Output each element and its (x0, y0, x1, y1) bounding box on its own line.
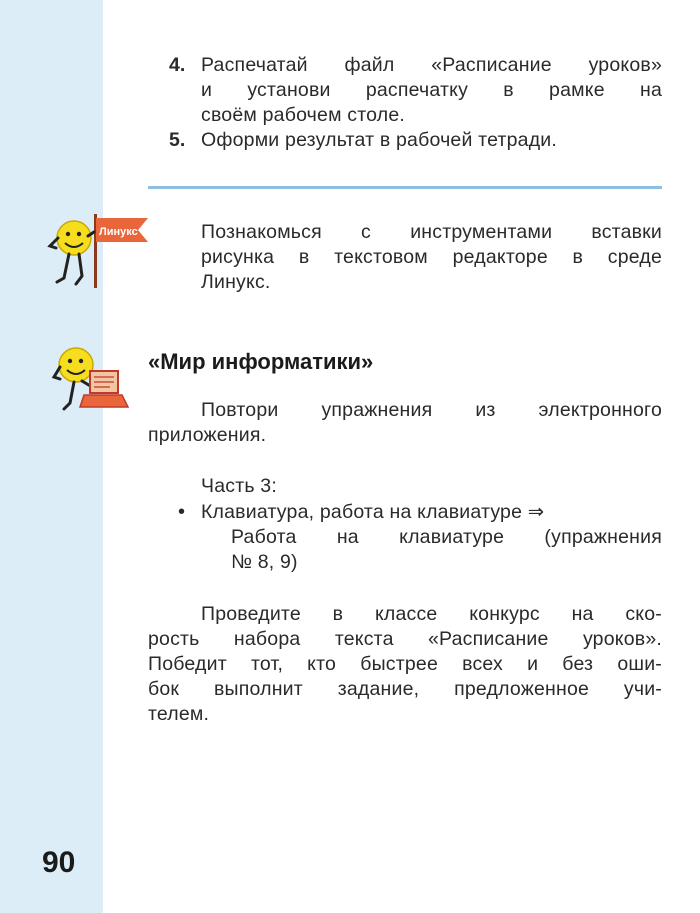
intro-line-2: приложения. (148, 424, 267, 446)
bullet-line-2: Работа на клавиатуре (упражнения (231, 526, 662, 548)
intro-text (148, 398, 662, 448)
intro-line-1: Повтори упражнения из электронного (201, 399, 662, 421)
linux-mascot-icon (44, 208, 154, 294)
step-5-text (201, 128, 662, 153)
page-margin-strip (0, 0, 103, 913)
bullet-text (201, 500, 662, 575)
linux-line-2: рисунка в текстовом редакторе в среде (201, 246, 662, 268)
bullet-marker: • (178, 501, 186, 523)
step-4-line-1: Распечатай файл «Расписание уроков» (201, 54, 662, 76)
flag-label: Линукс (99, 226, 138, 238)
step-5-number: 5. (169, 129, 186, 151)
contest-line-5: телем. (148, 703, 210, 725)
step-4-line-2: и установи распечатку в рамке на (201, 79, 662, 101)
step-5-line-1: Оформи результат в рабочей тетради. (201, 129, 558, 151)
contest-line-1: Проведите в классе конкурс на ско- (201, 603, 662, 625)
bullet-line-1: Клавиатура, работа на клавиатуре ⇒ (201, 501, 545, 523)
linux-task-text (201, 220, 662, 295)
contest-line-2: рость набора текста «Расписание уроков». (148, 628, 662, 650)
linux-line-1: Познакомься с инструментами вставки (201, 221, 662, 243)
contest-line-4: бок выполнит задание, предложенное учи- (148, 678, 662, 700)
section-divider (148, 186, 662, 189)
computer-mascot-icon (50, 345, 130, 421)
contest-text (148, 602, 662, 727)
step-4-text (201, 53, 662, 128)
step-4-number: 4. (169, 54, 186, 76)
step-4-line-3: своём рабочем столе. (201, 104, 406, 126)
section-heading: «Мир информатики» (148, 349, 374, 374)
bullet-line-3: № 8, 9) (231, 551, 298, 573)
linux-line-3: Линукс. (201, 271, 271, 293)
part-label: Часть 3: (201, 475, 277, 497)
page-number: 90 (42, 846, 76, 879)
contest-line-3: Победит тот, кто быстрее всех и без оши- (148, 653, 662, 675)
